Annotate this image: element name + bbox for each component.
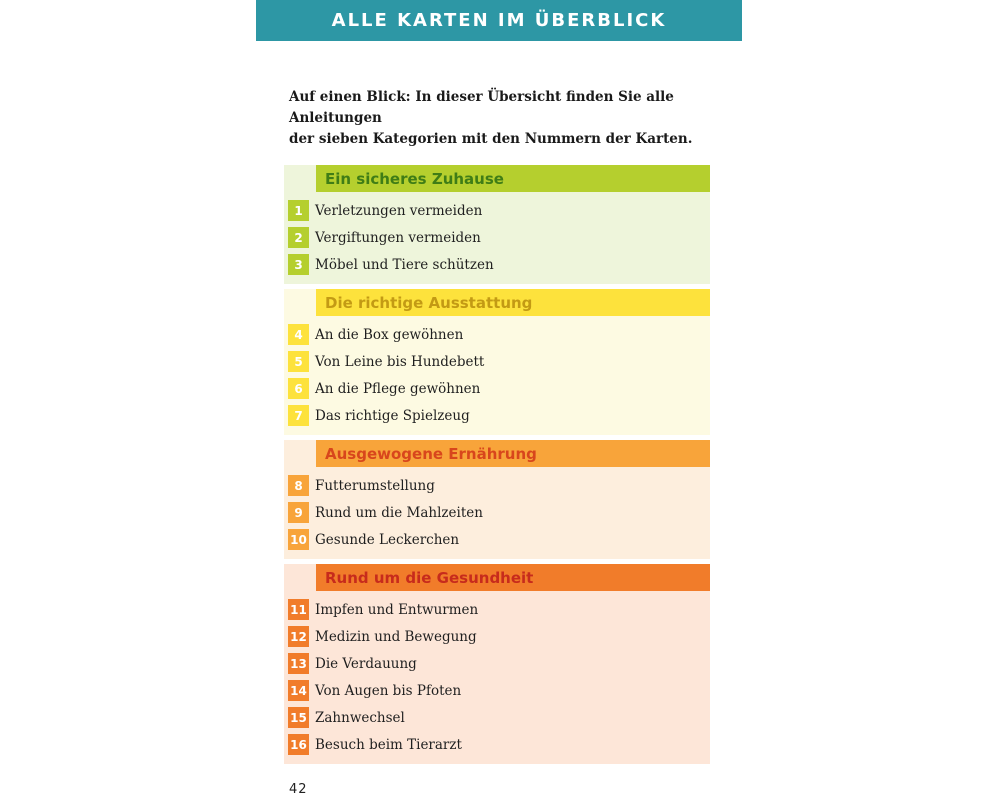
card-number-badge: 7: [288, 405, 309, 426]
category-section: [284, 564, 710, 764]
card-entry: [288, 254, 494, 275]
card-title: Von Augen bis Pfoten: [315, 682, 462, 699]
card-entry: [288, 200, 482, 221]
card-entry: [288, 324, 463, 345]
card-entry: [288, 529, 459, 550]
card-entry: [288, 502, 483, 523]
category-header: [316, 440, 710, 467]
card-entry: [288, 351, 484, 372]
category-section: [284, 165, 710, 284]
card-number-badge: 4: [288, 324, 309, 345]
intro-line-2: der sieben Kategorien mit den Nummern der Karten.: [289, 131, 693, 147]
page-number: 42: [289, 782, 308, 797]
category-section: [284, 289, 710, 435]
card-number-badge: 16: [288, 734, 309, 755]
card-entry: [288, 599, 478, 620]
card-title: Rund um die Mahlzeiten: [315, 504, 483, 521]
category-section: [284, 440, 710, 559]
category-header: [316, 289, 710, 316]
card-number-badge: 2: [288, 227, 309, 248]
book-page: [256, 0, 742, 800]
card-entry: [288, 734, 462, 755]
card-number-badge: 12: [288, 626, 309, 647]
card-title: Medizin und Bewegung: [315, 628, 477, 645]
card-title: Zahnwechsel: [315, 709, 405, 726]
card-entry: [288, 680, 461, 701]
card-entry: [288, 227, 481, 248]
card-number-badge: 14: [288, 680, 309, 701]
card-title: Verletzungen vermeiden: [315, 202, 483, 219]
card-number-badge: 6: [288, 378, 309, 399]
card-number-badge: 5: [288, 351, 309, 372]
card-number-badge: 10: [288, 529, 309, 550]
card-entry: [288, 626, 477, 647]
category-header: [316, 564, 710, 591]
category-title: Die richtige Ausstattung: [325, 293, 533, 312]
card-title: Vergiftungen vermeiden: [315, 229, 481, 246]
header-banner: [256, 0, 742, 41]
category-title: Ein sicheres Zuhause: [325, 169, 504, 188]
card-entry: [288, 653, 417, 674]
intro-text: [289, 87, 719, 150]
card-number-badge: 9: [288, 502, 309, 523]
card-title: Impfen und Entwurmen: [315, 601, 479, 618]
card-number-badge: 15: [288, 707, 309, 728]
card-number-badge: 1: [288, 200, 309, 221]
card-entry: [288, 707, 405, 728]
page-title: ALLE KARTEN IM ÜBERBLICK: [331, 10, 667, 31]
card-title: Das richtige Spielzeug: [315, 407, 470, 424]
card-number-badge: 13: [288, 653, 309, 674]
card-title: An die Box gewöhnen: [315, 326, 464, 343]
card-entry: [288, 475, 435, 496]
category-title: Rund um die Gesundheit: [325, 568, 534, 587]
card-entry: [288, 405, 470, 426]
card-title: Gesunde Leckerchen: [315, 531, 460, 548]
card-number-badge: 8: [288, 475, 309, 496]
card-title: Die Verdauung: [315, 655, 417, 672]
intro-line-1: Auf einen Blick: In dieser Übersicht finden Sie alle Anleitungen: [289, 89, 674, 126]
card-number-badge: 3: [288, 254, 309, 275]
card-title: Von Leine bis Hundebett: [315, 353, 485, 370]
card-number-badge: 11: [288, 599, 309, 620]
card-title: Besuch beim Tierarzt: [315, 736, 462, 753]
card-title: Möbel und Tiere schützen: [315, 256, 494, 273]
card-title: Futterumstellung: [315, 477, 435, 494]
category-title: Ausgewogene Ernährung: [325, 444, 537, 463]
category-header: [316, 165, 710, 192]
card-entry: [288, 378, 480, 399]
card-title: An die Pflege gewöhnen: [315, 380, 481, 397]
